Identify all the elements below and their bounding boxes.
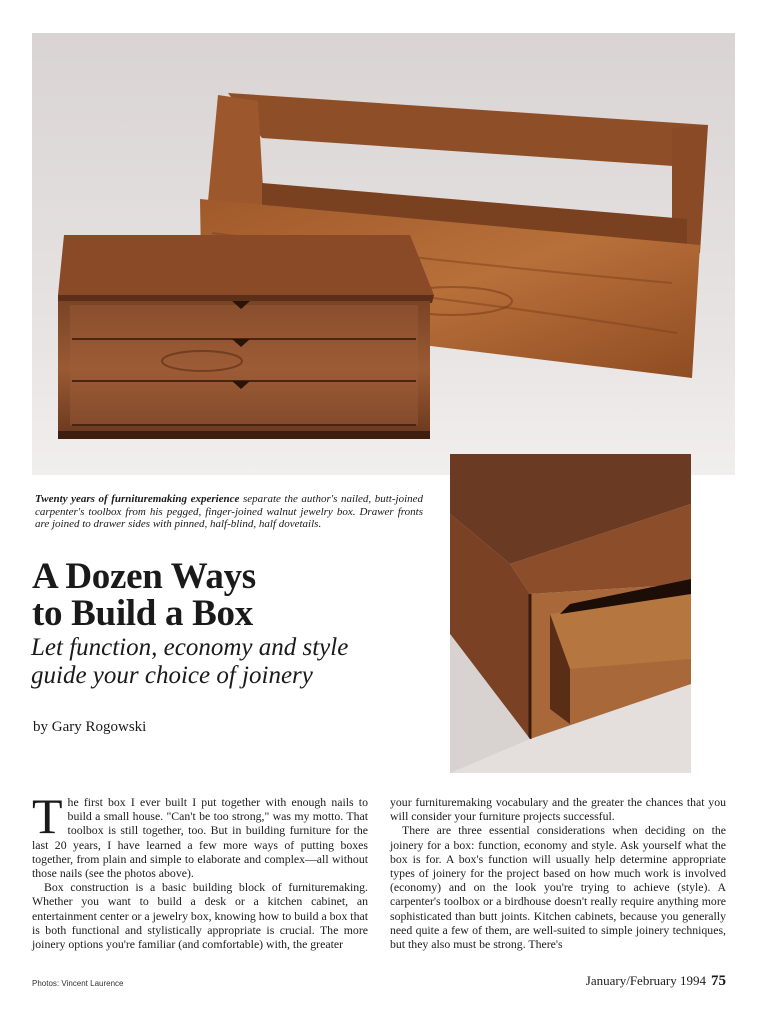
body-column-left	[32, 788, 368, 952]
issue-date: January/February 1994	[585, 973, 706, 988]
deck-line-2: guide your choice of joinery	[31, 662, 313, 689]
corner-photo	[450, 454, 691, 773]
article-deck	[31, 634, 441, 690]
paragraph-3: There are three essential considerations when deciding on the joinery for a box: function, economy and style. Ask yourself what the box is for. A box's function will usually help determine appropriate types of joinery for the project based on how much work is involved (economy) and on the look you're trying to achieve (style). A carpenter's toolbox or a birdhouse doesn't really require anything more sophisticated than butt joints. Kitchen cabinets, because you generally need quite a few of them, are well-suited to simple joinery techniques, but they also must be strong. There's	[390, 823, 726, 952]
headline-line-1: A Dozen Ways	[32, 556, 256, 597]
page-number: 75	[711, 973, 726, 989]
corner-illustration	[450, 454, 691, 773]
byline: by Gary Rogowski	[33, 719, 147, 735]
main-photo	[32, 33, 735, 475]
caption-body: separate the author's nailed, butt-joined carpenter's toolbox from his pegged, finger-joined walnut jewelry box. Drawer fronts are joined to drawer sides with pinned, half-blind, half dovetails.	[35, 493, 424, 530]
page-folio	[586, 973, 726, 990]
boxes-illustration	[32, 33, 735, 475]
paragraph-1	[32, 788, 368, 881]
paragraph-1-text: he first box I ever built I put together with enough nails to build a small house. "Can't be too strong," was my motto. That toolbox is still together, too. But in building furniture for the last 20 years, I have learned a few more ways of putting boxes together, from plain and simple to elaborate and complex—all without those nails (see the photos above).	[32, 795, 368, 881]
deck-line-1: Let function, economy and style	[31, 634, 349, 661]
photo-credit: Photos: Vincent Laurence	[32, 979, 124, 988]
article-headline	[32, 558, 442, 632]
drop-cap: T	[32, 788, 63, 844]
body-column-right	[390, 795, 726, 951]
headline-line-2: to Build a Box	[32, 593, 253, 634]
paragraph-2-continued: your furnituremaking vocabulary and the greater the chances that you will consider your furniture projects successful.	[390, 795, 726, 824]
photo-caption	[35, 493, 423, 531]
caption-lead: Twenty years of furnituremaking experience	[35, 493, 240, 505]
paragraph-2: Box construction is a basic building block of furnituremaking. Whether you want to build a desk or a kitchen cabinet, an entertainment center or a jewelry box, knowing how to build a box that is both functional and stylistically appropriate is crucial. The more joinery options you're familiar (and comfortable) with, the greater	[32, 880, 368, 952]
